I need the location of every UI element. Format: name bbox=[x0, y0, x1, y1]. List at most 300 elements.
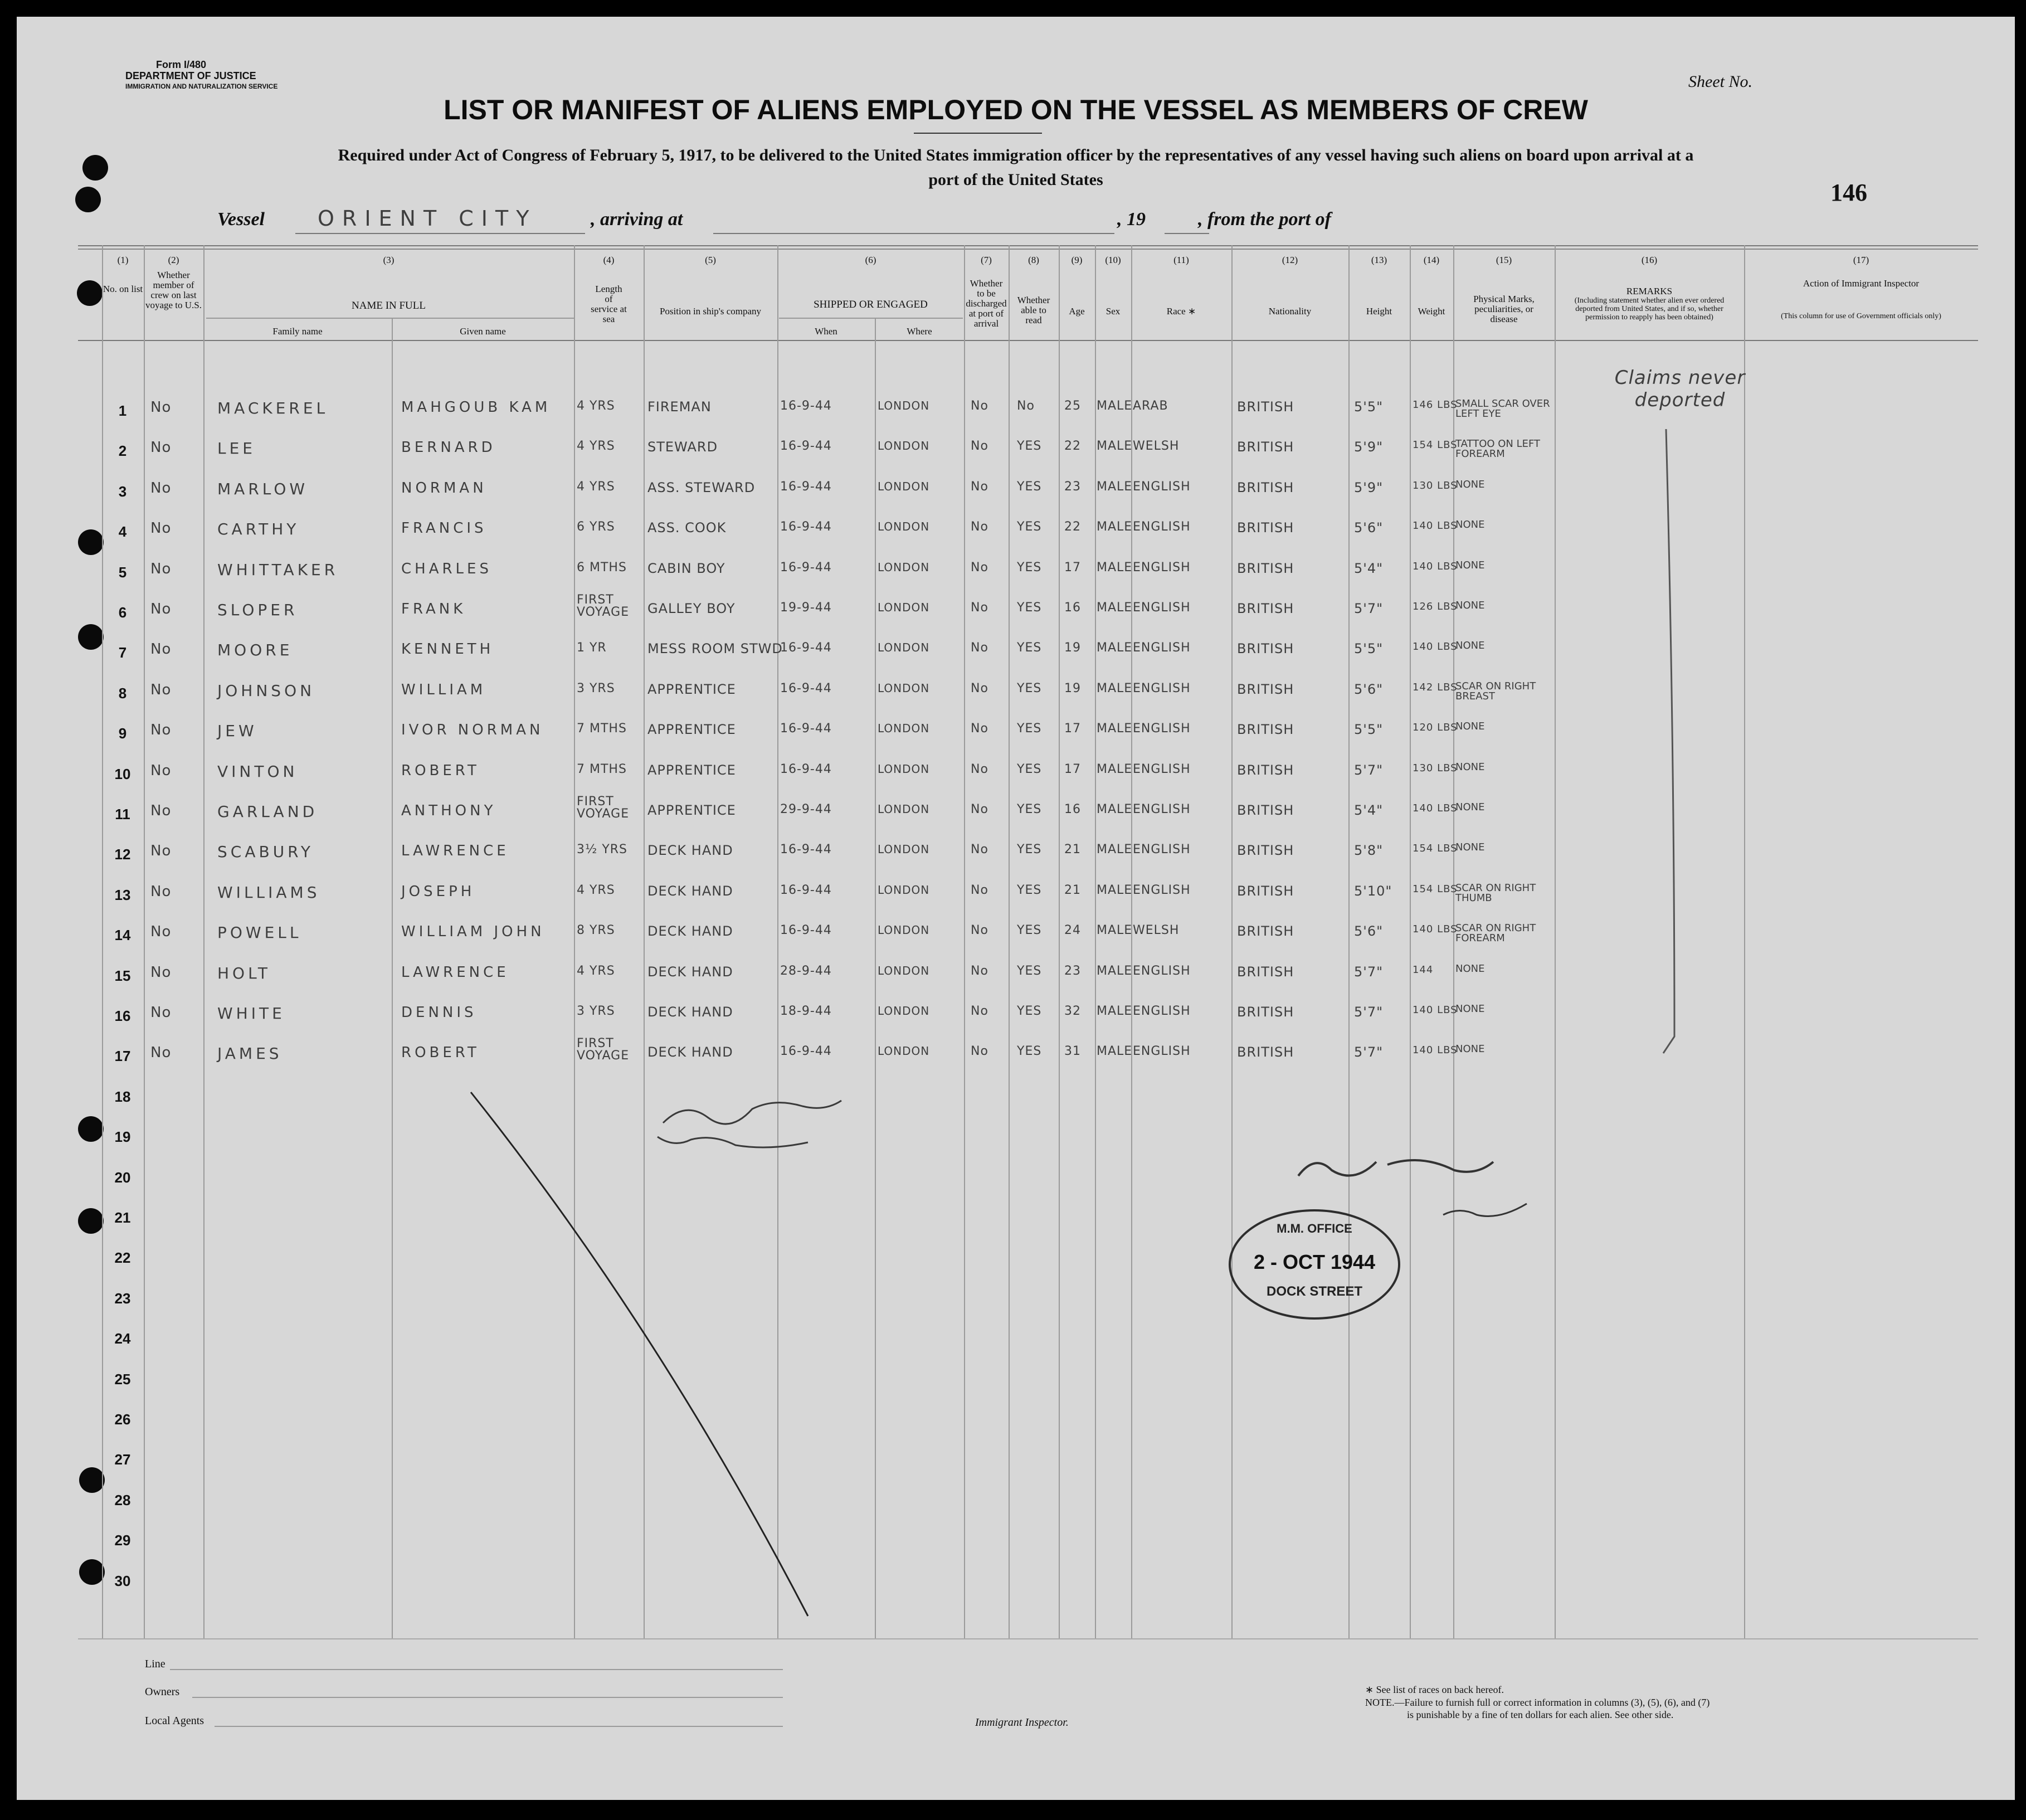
given-name-cell: FRANK bbox=[401, 601, 466, 617]
age-cell: 31 bbox=[1064, 1044, 1081, 1059]
col14-number: (14) bbox=[1423, 255, 1440, 265]
row-number: 9 bbox=[118, 725, 127, 742]
physical-marks-cell: NONE bbox=[1455, 721, 1485, 733]
nationality-cell: BRITISH bbox=[1237, 1044, 1294, 1060]
discharged-cell: No bbox=[971, 601, 988, 615]
manifest-subtitle-2: port of the United States bbox=[928, 171, 1103, 189]
officer-signature bbox=[1298, 1160, 1493, 1176]
shipped-when-cell: 16-9-44 bbox=[780, 479, 832, 494]
family-name-cell: SLOPER bbox=[217, 601, 298, 619]
family-name-cell: JEW bbox=[217, 722, 257, 741]
shipped-where-cell: LONDON bbox=[878, 479, 930, 493]
physical-marks-cell: NONE bbox=[1455, 600, 1485, 611]
family-name-cell: WILLIAMS bbox=[217, 883, 320, 902]
given-name-cell: ROBERT bbox=[401, 1044, 480, 1062]
sex-cell: MALE bbox=[1097, 560, 1133, 575]
row-number: 25 bbox=[114, 1370, 131, 1388]
physical-marks-cell: NONE bbox=[1455, 761, 1485, 773]
col4-header: Length of service at sea bbox=[591, 284, 627, 324]
vessel-label: Vessel bbox=[217, 209, 265, 230]
nationality-cell: BRITISH bbox=[1237, 520, 1294, 536]
shipped-where-cell: LONDON bbox=[878, 439, 930, 453]
nationality-cell: BRITISH bbox=[1237, 1004, 1294, 1020]
given-name-cell: LAWRENCE bbox=[401, 963, 509, 981]
prev-voyage-cell: No bbox=[150, 722, 172, 739]
prev-voyage-cell: No bbox=[150, 923, 172, 941]
col11-header: Race ∗ bbox=[1166, 306, 1196, 317]
service-length-cell: 7 MTHS bbox=[577, 762, 627, 776]
col8-header: Whether able to read bbox=[1017, 295, 1050, 325]
shipped-where-cell: LONDON bbox=[878, 923, 930, 937]
col3-header: NAME IN FULL bbox=[352, 300, 426, 312]
nationality-cell: BRITISH bbox=[1237, 560, 1294, 576]
height-cell: 5'5" bbox=[1354, 399, 1384, 415]
family-name-cell: WHITE bbox=[217, 1004, 285, 1023]
nationality-cell: BRITISH bbox=[1237, 923, 1294, 940]
age-cell: 32 bbox=[1064, 1004, 1081, 1018]
col6-header: SHIPPED OR ENGAGED bbox=[814, 299, 928, 310]
sex-cell: MALE bbox=[1097, 479, 1133, 494]
weight-cell: 154 LBS bbox=[1413, 883, 1458, 895]
row-number: 7 bbox=[118, 644, 127, 661]
col12-number: (12) bbox=[1282, 255, 1298, 265]
col5-number: (5) bbox=[705, 255, 716, 265]
shipped-when-cell: 19-9-44 bbox=[780, 601, 832, 615]
physical-marks-cell: NONE bbox=[1455, 1003, 1485, 1015]
family-name-cell: LEE bbox=[217, 439, 256, 458]
race-cell: WELSH bbox=[1133, 439, 1180, 454]
height-cell: 5'8" bbox=[1354, 843, 1384, 859]
discharged-cell: No bbox=[971, 802, 988, 816]
physical-marks-cell: NONE bbox=[1455, 1043, 1485, 1055]
form-number: Form I/480 bbox=[156, 59, 207, 70]
family-name-cell: CARTHY bbox=[217, 520, 300, 539]
nationality-cell: BRITISH bbox=[1237, 762, 1294, 778]
discharged-cell: No bbox=[971, 1004, 988, 1018]
able-to-read-cell: YES bbox=[1017, 520, 1042, 534]
physical-marks-cell: NONE bbox=[1455, 478, 1485, 490]
prev-voyage-cell: No bbox=[150, 520, 172, 537]
discharged-cell: No bbox=[971, 963, 988, 978]
row-number: 1 bbox=[118, 402, 127, 419]
line-label: Line bbox=[145, 1658, 165, 1670]
col15-number: (15) bbox=[1496, 255, 1512, 265]
row-number: 27 bbox=[114, 1451, 131, 1468]
family-name-cell: HOLT bbox=[217, 963, 271, 982]
sex-cell: MALE bbox=[1097, 399, 1133, 413]
year-prefix: , 19 bbox=[1117, 209, 1146, 230]
given-name-cell: ROBERT bbox=[401, 762, 480, 779]
page-number: 146 bbox=[1830, 179, 1867, 206]
stamp-date: 2 - OCT 1944 bbox=[1253, 1250, 1376, 1273]
prev-voyage-cell: No bbox=[150, 439, 172, 456]
given-name-cell: MAHGOUB KAM bbox=[401, 399, 551, 416]
shipped-when-cell: 16-9-44 bbox=[780, 560, 832, 575]
prev-voyage-cell: No bbox=[150, 1044, 172, 1062]
service-length-cell: FIRST VOYAGE bbox=[577, 1036, 630, 1063]
family-name-cell: VINTON bbox=[217, 762, 298, 781]
race-cell: ENGLISH bbox=[1133, 1044, 1191, 1059]
height-cell: 5'9" bbox=[1354, 439, 1384, 455]
col6-number: (6) bbox=[865, 255, 876, 265]
height-cell: 5'9" bbox=[1354, 479, 1384, 495]
col12-header: Nationality bbox=[1268, 306, 1312, 317]
nationality-cell: BRITISH bbox=[1237, 601, 1294, 616]
age-cell: 17 bbox=[1064, 722, 1081, 736]
service-length-cell: FIRST VOYAGE bbox=[577, 795, 630, 821]
shipped-where-cell: LONDON bbox=[878, 641, 930, 655]
physical-marks-cell: SCAR ON RIGHT BREAST bbox=[1455, 680, 1536, 702]
shipped-when-cell: 16-9-44 bbox=[780, 883, 832, 897]
family-name-cell: JAMES bbox=[217, 1044, 283, 1063]
able-to-read-cell: YES bbox=[1017, 479, 1042, 494]
discharged-cell: No bbox=[971, 520, 988, 534]
sex-cell: MALE bbox=[1097, 923, 1133, 938]
sex-cell: MALE bbox=[1097, 802, 1133, 816]
prev-voyage-cell: No bbox=[150, 843, 172, 860]
shipped-when-cell: 16-9-44 bbox=[780, 520, 832, 534]
weight-cell: 130 LBS bbox=[1413, 479, 1458, 492]
col1-number: (1) bbox=[117, 255, 129, 265]
discharged-cell: No bbox=[971, 762, 988, 776]
service-length-cell: 3 YRS bbox=[577, 1004, 615, 1018]
weight-cell: 140 LBS bbox=[1413, 560, 1458, 572]
service-label: IMMIGRATION AND NATURALIZATION SERVICE bbox=[125, 82, 278, 90]
race-cell: ENGLISH bbox=[1133, 560, 1191, 575]
immigrant-inspector-label: Immigrant Inspector. bbox=[975, 1716, 1069, 1729]
race-cell: ENGLISH bbox=[1133, 843, 1191, 857]
able-to-read-cell: YES bbox=[1017, 560, 1042, 575]
able-to-read-cell: YES bbox=[1017, 923, 1042, 938]
weight-cell: 144 bbox=[1413, 963, 1434, 976]
height-cell: 5'7" bbox=[1354, 1004, 1384, 1020]
race-cell: ENGLISH bbox=[1133, 722, 1191, 736]
owners-underline bbox=[192, 1697, 783, 1698]
shipped-when-cell: 16-9-44 bbox=[780, 843, 832, 857]
where-header: Where bbox=[907, 326, 932, 337]
col4-number: (4) bbox=[603, 255, 615, 265]
shipped-when-cell: 16-9-44 bbox=[780, 923, 832, 938]
col17-number: (17) bbox=[1853, 255, 1869, 265]
agents-underline bbox=[215, 1726, 783, 1727]
manifest-subtitle-1: Required under Act of Congress of February 5, 1917, to be delivered to the United States immigration officer by the representatives of any vessel having such aliens on board upon arrival at a bbox=[338, 146, 1694, 164]
discharged-cell: No bbox=[971, 843, 988, 857]
col11-number: (11) bbox=[1173, 255, 1189, 265]
row-number: 21 bbox=[114, 1209, 131, 1226]
given-name-cell: WILLIAM JOHN bbox=[401, 923, 545, 941]
height-cell: 5'6" bbox=[1354, 923, 1384, 940]
shipped-when-cell: 16-9-44 bbox=[780, 641, 832, 655]
weight-cell: 140 LBS bbox=[1413, 1004, 1458, 1016]
row-number: 28 bbox=[114, 1491, 131, 1508]
able-to-read-cell: YES bbox=[1017, 601, 1042, 615]
able-to-read-cell: YES bbox=[1017, 641, 1042, 655]
from-port-label: , from the port of bbox=[1198, 209, 1331, 230]
row-number: 4 bbox=[118, 523, 127, 541]
service-length-cell: 4 YRS bbox=[577, 439, 615, 454]
sex-cell: MALE bbox=[1097, 883, 1133, 897]
col1-header: No. on list bbox=[103, 284, 143, 294]
position-cell: APPRENTICE bbox=[647, 722, 736, 738]
race-cell: ENGLISH bbox=[1133, 802, 1191, 816]
row-number: 24 bbox=[114, 1330, 131, 1347]
remarks-bracket-line bbox=[1663, 429, 1674, 1053]
position-cell: DECK HAND bbox=[647, 1004, 733, 1020]
col5-header: Position in ship's company bbox=[659, 306, 762, 317]
nationality-cell: BRITISH bbox=[1237, 439, 1294, 455]
sex-cell: MALE bbox=[1097, 1004, 1133, 1018]
age-cell: 17 bbox=[1064, 560, 1081, 575]
family-name-cell: MACKEREL bbox=[217, 399, 329, 417]
discharged-cell: No bbox=[971, 681, 988, 695]
cancel-stroke bbox=[471, 1092, 808, 1616]
col9-number: (9) bbox=[1071, 255, 1083, 265]
discharged-cell: No bbox=[971, 560, 988, 575]
prev-voyage-cell: No bbox=[150, 963, 172, 981]
able-to-read-cell: YES bbox=[1017, 1004, 1042, 1018]
col17-header: Action of Immigrant Inspector bbox=[1803, 278, 1920, 289]
height-cell: 5'5" bbox=[1354, 722, 1384, 738]
position-cell: ASS. STEWARD bbox=[647, 479, 756, 495]
department-label: DEPARTMENT OF JUSTICE bbox=[125, 70, 256, 81]
shipped-when-cell: 29-9-44 bbox=[780, 802, 832, 816]
weight-cell: 126 LBS bbox=[1413, 601, 1458, 612]
nationality-cell: BRITISH bbox=[1237, 479, 1294, 495]
family-name-cell: JOHNSON bbox=[217, 681, 315, 700]
weight-cell: 140 LBS bbox=[1413, 1044, 1458, 1057]
position-cell: MESS ROOM STWD bbox=[647, 641, 783, 657]
prev-voyage-cell: No bbox=[150, 399, 172, 416]
race-cell: ENGLISH bbox=[1133, 601, 1191, 615]
physical-marks-cell: SCAR ON RIGHT FOREARM bbox=[1455, 922, 1536, 945]
row-number: 12 bbox=[114, 846, 131, 863]
shipped-when-cell: 16-9-44 bbox=[780, 681, 832, 695]
height-cell: 5'4" bbox=[1354, 560, 1384, 576]
row-number: 29 bbox=[114, 1532, 131, 1549]
shipped-where-cell: LONDON bbox=[878, 601, 930, 614]
nationality-cell: BRITISH bbox=[1237, 722, 1294, 738]
height-cell: 5'7" bbox=[1354, 762, 1384, 778]
service-length-cell: 8 YRS bbox=[577, 923, 615, 938]
shipped-where-cell: LONDON bbox=[878, 560, 930, 574]
given-name-header: Given name bbox=[460, 326, 506, 337]
stamp-office: M.M. OFFICE bbox=[1277, 1222, 1352, 1235]
shipped-when-cell: 18-9-44 bbox=[780, 1004, 832, 1018]
nationality-cell: BRITISH bbox=[1237, 399, 1294, 415]
physical-marks-cell: NONE bbox=[1455, 841, 1485, 854]
age-cell: 19 bbox=[1064, 641, 1081, 655]
family-name-cell: MOORE bbox=[217, 641, 293, 660]
sheet-number-label: Sheet No. bbox=[1688, 72, 1752, 91]
discharged-cell: No bbox=[971, 923, 988, 938]
physical-marks-cell: NONE bbox=[1455, 519, 1485, 531]
row-number: 5 bbox=[118, 563, 127, 581]
service-length-cell: 6 MTHS bbox=[577, 560, 627, 575]
position-cell: GALLEY BOY bbox=[647, 601, 736, 616]
service-length-cell: 6 YRS bbox=[577, 520, 615, 534]
prev-voyage-cell: No bbox=[150, 681, 172, 698]
sex-cell: MALE bbox=[1097, 722, 1133, 736]
position-cell: APPRENTICE bbox=[647, 762, 736, 778]
row-number: 2 bbox=[118, 442, 127, 460]
discharged-cell: No bbox=[971, 399, 988, 413]
col9-header: Age bbox=[1069, 306, 1085, 317]
officer-signature-2 bbox=[1443, 1204, 1527, 1216]
weight-cell: 130 LBS bbox=[1413, 762, 1458, 774]
given-name-cell: DENNIS bbox=[401, 1004, 477, 1021]
nationality-cell: BRITISH bbox=[1237, 681, 1294, 697]
dock-street-stamp bbox=[1229, 1209, 1400, 1320]
sex-cell: MALE bbox=[1097, 1044, 1133, 1059]
row-number: 22 bbox=[114, 1249, 131, 1267]
arriving-label: , arriving at bbox=[591, 209, 683, 230]
vessel-name: ORIENT CITY bbox=[318, 206, 537, 231]
penalty-note-1: NOTE.—Failure to furnish full or correct information in columns (3), (5), (6), and (7) bbox=[1365, 1697, 1710, 1708]
race-cell: ENGLISH bbox=[1133, 681, 1191, 695]
height-cell: 5'6" bbox=[1354, 681, 1384, 697]
race-note: ∗ See list of races on back hereof. bbox=[1365, 1684, 1504, 1695]
race-cell: ENGLISH bbox=[1133, 479, 1191, 494]
col16-subheader: (Including statement whether alien ever ordered deported from United States, and if so, whether permission to reapply has been obtained) bbox=[1574, 296, 1725, 322]
race-cell: ENGLISH bbox=[1133, 1004, 1191, 1018]
family-name-cell: POWELL bbox=[217, 923, 302, 942]
able-to-read-cell: YES bbox=[1017, 722, 1042, 736]
col15-header: Physical Marks, peculiarities, or disease bbox=[1473, 294, 1535, 324]
shipped-where-cell: LONDON bbox=[878, 802, 930, 816]
sex-cell: MALE bbox=[1097, 963, 1133, 978]
given-name-cell: NORMAN bbox=[401, 479, 487, 497]
shipped-where-cell: LONDON bbox=[878, 399, 930, 412]
position-cell: CABIN BOY bbox=[647, 560, 725, 576]
stamp-location: DOCK STREET bbox=[1266, 1284, 1362, 1299]
given-name-cell: IVOR NORMAN bbox=[401, 722, 544, 739]
col2-number: (2) bbox=[168, 255, 179, 265]
manifest-sheet bbox=[17, 17, 2015, 1800]
age-cell: 23 bbox=[1064, 963, 1081, 978]
physical-marks-cell: TATTOO ON LEFT FOREARM bbox=[1455, 438, 1541, 460]
position-cell: FIREMAN bbox=[647, 399, 712, 415]
service-length-cell: 4 YRS bbox=[577, 479, 615, 494]
weight-cell: 142 LBS bbox=[1413, 681, 1458, 693]
able-to-read-cell: No bbox=[1017, 399, 1035, 413]
shipped-where-cell: LONDON bbox=[878, 843, 930, 857]
age-cell: 19 bbox=[1064, 681, 1081, 695]
prev-voyage-cell: No bbox=[150, 802, 172, 819]
age-cell: 17 bbox=[1064, 762, 1081, 776]
row-number: 15 bbox=[114, 967, 131, 984]
height-cell: 5'7" bbox=[1354, 601, 1384, 616]
discharged-cell: No bbox=[971, 479, 988, 494]
shipped-when-cell: 16-9-44 bbox=[780, 399, 832, 413]
nationality-cell: BRITISH bbox=[1237, 843, 1294, 859]
service-length-cell: 4 YRS bbox=[577, 399, 615, 413]
row-number: 13 bbox=[114, 886, 131, 903]
col3-number: (3) bbox=[383, 255, 395, 265]
prev-voyage-cell: No bbox=[150, 1004, 172, 1021]
able-to-read-cell: YES bbox=[1017, 843, 1042, 857]
position-cell: DECK HAND bbox=[647, 963, 733, 980]
age-cell: 23 bbox=[1064, 479, 1081, 494]
col10-number: (10) bbox=[1105, 255, 1121, 265]
service-length-cell: 3½ YRS bbox=[577, 843, 628, 857]
height-cell: 5'7" bbox=[1354, 963, 1384, 980]
weight-cell: 154 LBS bbox=[1413, 439, 1458, 451]
shipped-where-cell: LONDON bbox=[878, 762, 930, 776]
col17-subheader: (This column for use of Government officials only) bbox=[1781, 312, 1941, 320]
age-cell: 16 bbox=[1064, 802, 1081, 816]
shipped-when-cell: 16-9-44 bbox=[780, 762, 832, 776]
given-name-cell: CHARLES bbox=[401, 560, 492, 577]
nationality-cell: BRITISH bbox=[1237, 641, 1294, 657]
col13-number: (13) bbox=[1371, 255, 1387, 265]
penalty-note-2: is punishable by a fine of ten dollars for each alien. See other side. bbox=[1407, 1709, 1674, 1720]
row-number: 10 bbox=[114, 765, 131, 782]
row-number: 18 bbox=[114, 1088, 131, 1105]
able-to-read-cell: YES bbox=[1017, 883, 1042, 897]
discharged-cell: No bbox=[971, 883, 988, 897]
given-name-cell: KENNETH bbox=[401, 641, 494, 658]
service-length-cell: FIRST VOYAGE bbox=[577, 593, 630, 619]
height-cell: 5'5" bbox=[1354, 641, 1384, 657]
race-cell: ENGLISH bbox=[1133, 641, 1191, 655]
shipped-where-cell: LONDON bbox=[878, 963, 930, 977]
age-cell: 24 bbox=[1064, 923, 1081, 938]
col7-header: Whether to be discharged at port of arrival bbox=[966, 278, 1007, 329]
position-cell: DECK HAND bbox=[647, 883, 733, 899]
given-name-cell: BERNARD bbox=[401, 439, 496, 456]
row-number: 11 bbox=[115, 806, 130, 823]
position-cell: ASS. COOK bbox=[647, 520, 727, 536]
age-cell: 21 bbox=[1064, 883, 1081, 897]
shipped-where-cell: LONDON bbox=[878, 883, 930, 897]
position-cell: DECK HAND bbox=[647, 843, 733, 859]
col10-header: Sex bbox=[1105, 306, 1121, 317]
race-cell: ENGLISH bbox=[1133, 883, 1191, 897]
col13-header: Height bbox=[1366, 306, 1392, 317]
weight-cell: 120 LBS bbox=[1413, 722, 1458, 734]
col7-number: (7) bbox=[981, 255, 992, 265]
position-cell: APPRENTICE bbox=[647, 681, 736, 697]
service-length-cell: 4 YRS bbox=[577, 963, 615, 978]
given-name-cell: JOSEPH bbox=[401, 883, 475, 900]
nationality-cell: BRITISH bbox=[1237, 802, 1294, 818]
prev-voyage-cell: No bbox=[150, 479, 172, 497]
row-number: 3 bbox=[118, 483, 127, 500]
row-number: 30 bbox=[114, 1572, 131, 1589]
col16-header: REMARKS bbox=[1626, 286, 1673, 296]
sex-cell: MALE bbox=[1097, 843, 1133, 857]
weight-cell: 140 LBS bbox=[1413, 923, 1458, 936]
able-to-read-cell: YES bbox=[1017, 439, 1042, 454]
shipped-where-cell: LONDON bbox=[878, 520, 930, 534]
age-cell: 22 bbox=[1064, 520, 1081, 534]
service-length-cell: 3 YRS bbox=[577, 681, 615, 695]
weight-cell: 146 LBS bbox=[1413, 399, 1458, 411]
remarks-note: Claims never deported bbox=[1614, 367, 1746, 411]
position-cell: DECK HAND bbox=[647, 923, 733, 940]
shipped-where-cell: LONDON bbox=[878, 681, 930, 695]
prev-voyage-cell: No bbox=[150, 560, 172, 577]
physical-marks-cell: NONE bbox=[1455, 962, 1485, 975]
owners-label: Owners bbox=[145, 1686, 180, 1698]
weight-cell: 140 LBS bbox=[1413, 520, 1458, 532]
discharged-cell: No bbox=[971, 641, 988, 655]
age-cell: 21 bbox=[1064, 843, 1081, 857]
sex-cell: MALE bbox=[1097, 601, 1133, 615]
family-name-cell: SCABURY bbox=[217, 843, 314, 862]
able-to-read-cell: YES bbox=[1017, 681, 1042, 695]
service-length-cell: 1 YR bbox=[577, 641, 607, 655]
